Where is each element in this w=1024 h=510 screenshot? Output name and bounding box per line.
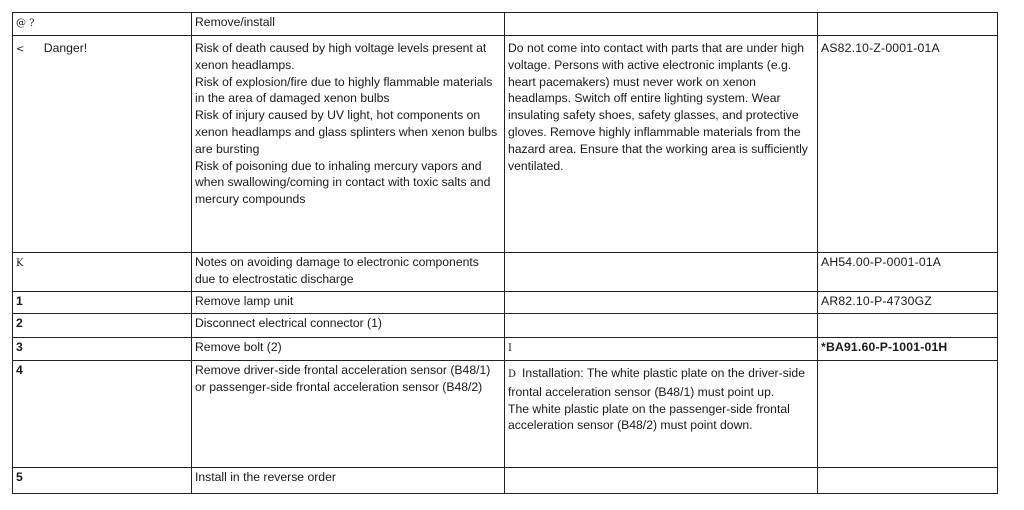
esd-symbol-icon: K [16,258,24,269]
table-row [13,13,998,36]
action-cell: Disconnect electrical connector (1) [192,314,505,338]
symbol-cell [13,253,192,292]
note-cell: Do not come into contact with parts that are under high voltage. Persons with active electronic implants (e.g. heart pacemakers) must never work on xenon headlamps. Switch off entire lighting system. Wear insulating safety shoes, safety glasses, and protective gloves. Remove highly inflammable materials from the hazard area. Ensure that the working area is sufficiently ventilated. [505,36,818,253]
warning-symbol-icon: < [16,44,25,55]
action-cell: Remove lamp unit [192,292,505,314]
note-cell [505,361,818,468]
step-number: 4 [13,361,192,468]
note-cell [505,314,818,338]
action-cell: Remove bolt (2) [192,338,505,361]
risk-text: Risk of explosion/fire due to highly flammable materials in the area of damaged xenon bulbs [195,74,493,106]
reference-cell [818,13,998,36]
info-symbol-icon: I [508,343,512,354]
reference-cell: AS82.10-Z-0001-01A [818,36,998,253]
procedure-table [12,12,998,494]
reference-cell [818,314,998,338]
info-symbol-icon: @ ? [16,18,35,29]
danger-label: Danger! [43,41,88,55]
table-row [13,292,998,314]
step-number: 5 [13,468,192,494]
note-cell [505,13,818,36]
action-cell [192,36,505,253]
installation-note: The white plastic plate on the passenger-side frontal acceleration sensor (B48/2) must point down. [508,401,790,433]
action-cell: Notes on avoiding damage to electronic components due to electrostatic discharge [192,253,505,292]
installation-note: Installation: The white plastic plate on the driver-side frontal acceleration sensor (B48/1) must point up. [508,366,805,399]
note-symbol-icon: D [508,369,517,380]
reference-cell: AR82.10-P-4730GZ [818,292,998,314]
action-cell: Remove/install [192,13,505,36]
symbol-cell [13,36,192,253]
table-row [13,36,998,253]
note-cell [505,468,818,494]
step-number: 3 [13,338,192,361]
table-row [13,253,998,292]
symbol-cell [13,13,192,36]
table-row [13,468,998,494]
table-row [13,361,998,468]
risk-text: Risk of death caused by high voltage levels present at xenon headlamps. [195,41,487,72]
step-number: 2 [13,314,192,338]
reference-cell: AH54.00-P-0001-01A [818,253,998,292]
action-cell: Remove driver-side frontal acceleration sensor (B48/1) or passenger-side frontal acceleration sensor (B48/2) [192,361,505,468]
note-cell [505,292,818,314]
reference-cell [818,468,998,494]
risk-text: Risk of poisoning due to inhaling mercury vapors and when swallowing/coming in contact with toxic salts and mercury compounds [195,158,491,207]
table-row [13,338,998,361]
note-cell [505,253,818,292]
step-number: 1 [13,292,192,314]
risk-text: Risk of injury caused by UV light, hot components on xenon headlamps and glass splinters when xenon bulbs are bursting [195,108,498,156]
note-cell [505,338,818,361]
action-cell: Install in the reverse order [192,468,505,494]
reference-cell: *BA91.60-P-1001-01H [818,338,998,361]
table-row [13,314,998,338]
reference-cell [818,361,998,468]
